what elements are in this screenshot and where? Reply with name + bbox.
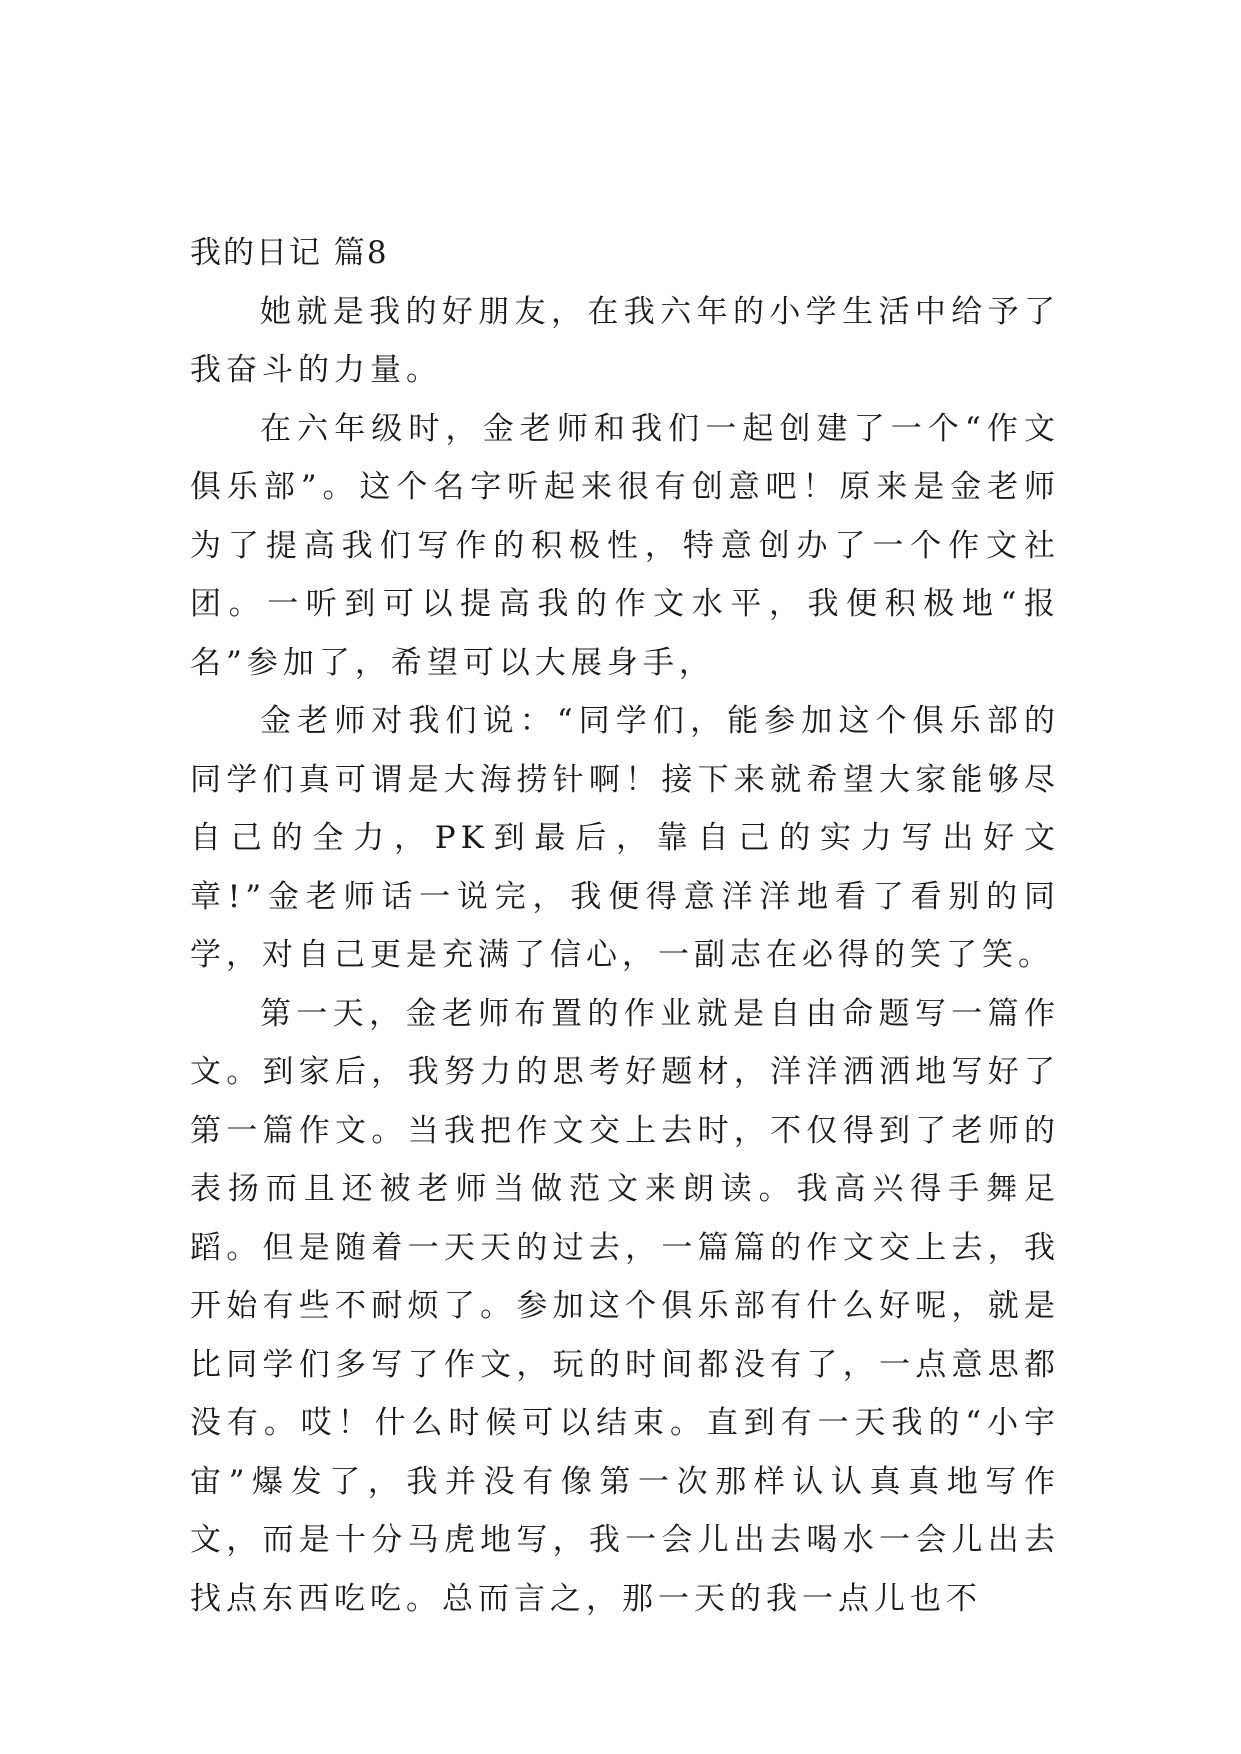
document-title: 我的日记 篇8 [190, 235, 389, 271]
paragraph: 第一天，金老师布置的作业就是自由命题写一篇作文。到家后，我努力的思考好题材，洋洋洒洒地写好了第一篇作文。当我把作文交上去时，不仅得到了老师的表扬而且还被老师当做范文来朗读。我高兴得手舞足蹈。但是随着一天天的过去，一篇篇的作文交上去，我开始有些不耐烦了。参加这个俱乐部有什么好呢，就是比同学们多写了作文，玩的时间都没有了，一点意思都没有。哎！什么时候可以结束。直到有一天我的“小宇宙”爆发了，我并没有像第一次那样认认真真地写作文，而是十分马虎地写，我一会儿出去喝水一会儿出去找点东西吃吃。总而言之，那一天的我一点儿也不 [190, 995, 1060, 1617]
paragraph: 在六年级时，金老师和我们一起创建了一个“作文俱乐部”。这个名字听起来很有创意吧！原来是金老师为了提高我们写作的积极性，特意创办了一个作文社团。一听到可以提高我的作文水平，我便积极地“报名”参加了，希望可以大展身手， [190, 410, 1060, 681]
document-body [190, 224, 1060, 1628]
paragraph: 金老师对我们说：“同学们，能参加这个俱乐部的同学们真可谓是大海捞针啊！接下来就希望大家能够尽自己的全力，PK到最后，靠自己的实力写出好文章!”金老师话一说完，我便得意洋洋地看了看别的同学，对自己更是充满了信心，一副志在必得的笑了笑。 [190, 703, 1060, 973]
paragraph: 她就是我的好朋友，在我六年的小学生活中给予了我奋斗的力量。 [190, 293, 1060, 388]
